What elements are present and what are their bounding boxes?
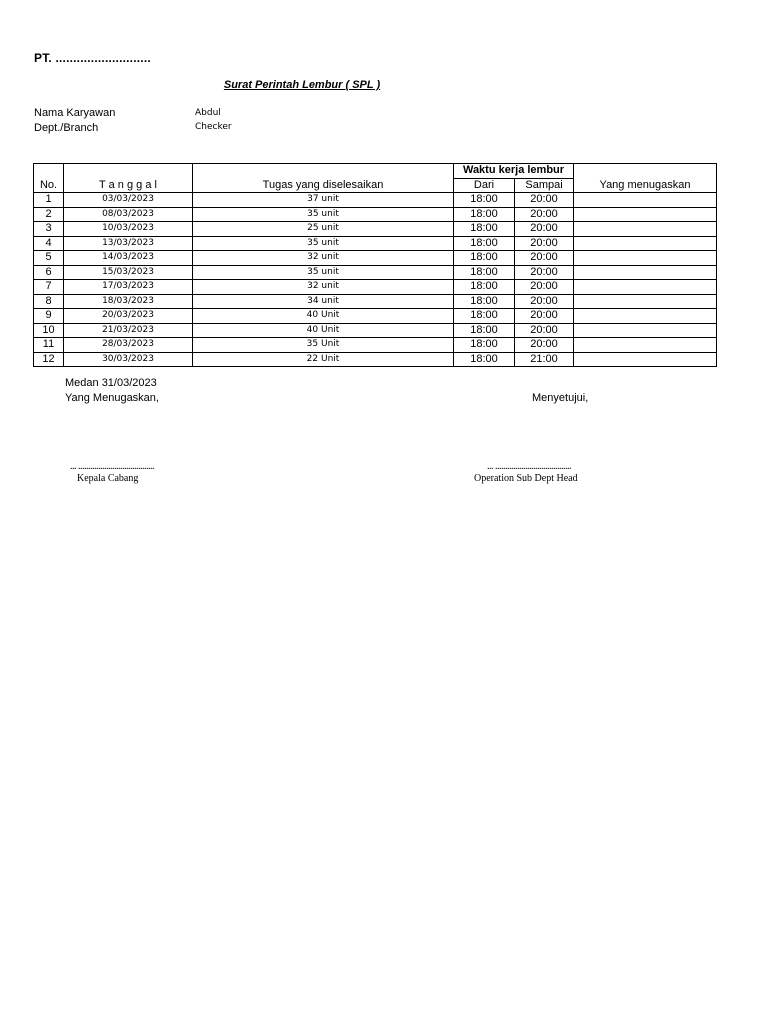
table-row [34, 207, 717, 222]
table-header-row [34, 178, 717, 193]
employee-name-label: Nama Karyawan [34, 107, 116, 119]
approver-label: Menyetujui, [532, 392, 589, 404]
cell-no: 1 [34, 193, 64, 208]
cell-task: 40 Unit [193, 323, 454, 338]
table-row [34, 280, 717, 295]
cell-task: 37 unit [193, 193, 454, 208]
left-signature-line: ... ...................................... [70, 461, 154, 472]
table-row [34, 352, 717, 367]
cell-from: 18:00 [454, 207, 515, 222]
header-assigner: Yang menugaskan [574, 178, 717, 193]
cell-assigner [574, 294, 717, 309]
cell-task: 32 unit [193, 280, 454, 295]
cell-task: 40 Unit [193, 309, 454, 324]
overtime-table [33, 163, 717, 367]
header-date: T a n g g a l [64, 178, 193, 193]
cell-no: 2 [34, 207, 64, 222]
cell-to: 20:00 [515, 193, 574, 208]
cell-assigner [574, 193, 717, 208]
table-row [34, 294, 717, 309]
cell-date: 30/03/2023 [64, 352, 193, 367]
cell-task: 25 unit [193, 222, 454, 237]
header-assigner-top [574, 164, 717, 179]
cell-assigner [574, 222, 717, 237]
header-no: No. [34, 178, 64, 193]
cell-to: 20:00 [515, 294, 574, 309]
cell-no: 4 [34, 236, 64, 251]
cell-to: 20:00 [515, 323, 574, 338]
cell-assigner [574, 352, 717, 367]
cell-from: 18:00 [454, 309, 515, 324]
cell-to: 20:00 [515, 309, 574, 324]
cell-task: 22 Unit [193, 352, 454, 367]
cell-task: 34 unit [193, 294, 454, 309]
header-from: Dari [454, 178, 515, 193]
cell-from: 18:00 [454, 294, 515, 309]
cell-no: 10 [34, 323, 64, 338]
cell-date: 13/03/2023 [64, 236, 193, 251]
cell-to: 20:00 [515, 338, 574, 353]
cell-task: 32 unit [193, 251, 454, 266]
cell-date: 14/03/2023 [64, 251, 193, 266]
cell-to: 20:00 [515, 280, 574, 295]
cell-no: 8 [34, 294, 64, 309]
cell-to: 21:00 [515, 352, 574, 367]
cell-no: 3 [34, 222, 64, 237]
table-header-row-group [34, 164, 717, 179]
cell-from: 18:00 [454, 265, 515, 280]
cell-to: 20:00 [515, 207, 574, 222]
cell-from: 18:00 [454, 193, 515, 208]
cell-assigner [574, 338, 717, 353]
table-row [34, 251, 717, 266]
cell-assigner [574, 280, 717, 295]
document-title: Surat Perintah Lembur ( SPL ) [223, 79, 381, 91]
table-row [34, 309, 717, 324]
cell-no: 5 [34, 251, 64, 266]
cell-task: 35 unit [193, 236, 454, 251]
cell-from: 18:00 [454, 222, 515, 237]
table-row [34, 265, 717, 280]
cell-no: 11 [34, 338, 64, 353]
cell-from: 18:00 [454, 352, 515, 367]
cell-no: 9 [34, 309, 64, 324]
cell-assigner [574, 236, 717, 251]
cell-to: 20:00 [515, 251, 574, 266]
cell-assigner [574, 309, 717, 324]
header-task: Tugas yang diselesaikan [193, 178, 454, 193]
cell-from: 18:00 [454, 338, 515, 353]
cell-to: 20:00 [515, 222, 574, 237]
cell-date: 15/03/2023 [64, 265, 193, 280]
assigner-label: Yang Menugaskan, [65, 392, 159, 404]
table-row [34, 222, 717, 237]
table-row [34, 338, 717, 353]
header-no-top [34, 164, 64, 179]
cell-task: 35 Unit [193, 338, 454, 353]
header-task-top [193, 164, 454, 179]
cell-date: 08/03/2023 [64, 207, 193, 222]
cell-from: 18:00 [454, 236, 515, 251]
company-name: PT. ........................... [34, 51, 151, 65]
header-overtime-group: Waktu kerja lembur [454, 164, 574, 179]
cell-assigner [574, 265, 717, 280]
cell-date: 21/03/2023 [64, 323, 193, 338]
cell-assigner [574, 207, 717, 222]
cell-date: 18/03/2023 [64, 294, 193, 309]
cell-from: 18:00 [454, 251, 515, 266]
right-signature-line: ... ...................................... [487, 461, 571, 472]
cell-no: 6 [34, 265, 64, 280]
cell-task: 35 unit [193, 207, 454, 222]
dept-branch-label: Dept./Branch [34, 122, 99, 134]
cell-date: 17/03/2023 [64, 280, 193, 295]
right-signature-title: Operation Sub Dept Head [474, 473, 578, 484]
cell-from: 18:00 [454, 323, 515, 338]
cell-to: 20:00 [515, 236, 574, 251]
employee-name-value: Abdul [195, 108, 221, 118]
cell-date: 20/03/2023 [64, 309, 193, 324]
cell-to: 20:00 [515, 265, 574, 280]
left-signature-title: Kepala Cabang [77, 473, 139, 484]
cell-date: 28/03/2023 [64, 338, 193, 353]
cell-no: 12 [34, 352, 64, 367]
table-row [34, 236, 717, 251]
header-to: Sampai [515, 178, 574, 193]
dept-branch-value: Checker [195, 122, 232, 132]
table-row [34, 323, 717, 338]
cell-no: 7 [34, 280, 64, 295]
cell-assigner [574, 323, 717, 338]
cell-assigner [574, 251, 717, 266]
cell-date: 10/03/2023 [64, 222, 193, 237]
cell-from: 18:00 [454, 280, 515, 295]
header-date-top [64, 164, 193, 179]
cell-date: 03/03/2023 [64, 193, 193, 208]
cell-task: 35 unit [193, 265, 454, 280]
place-date: Medan 31/03/2023 [65, 377, 157, 389]
table-row [34, 193, 717, 208]
